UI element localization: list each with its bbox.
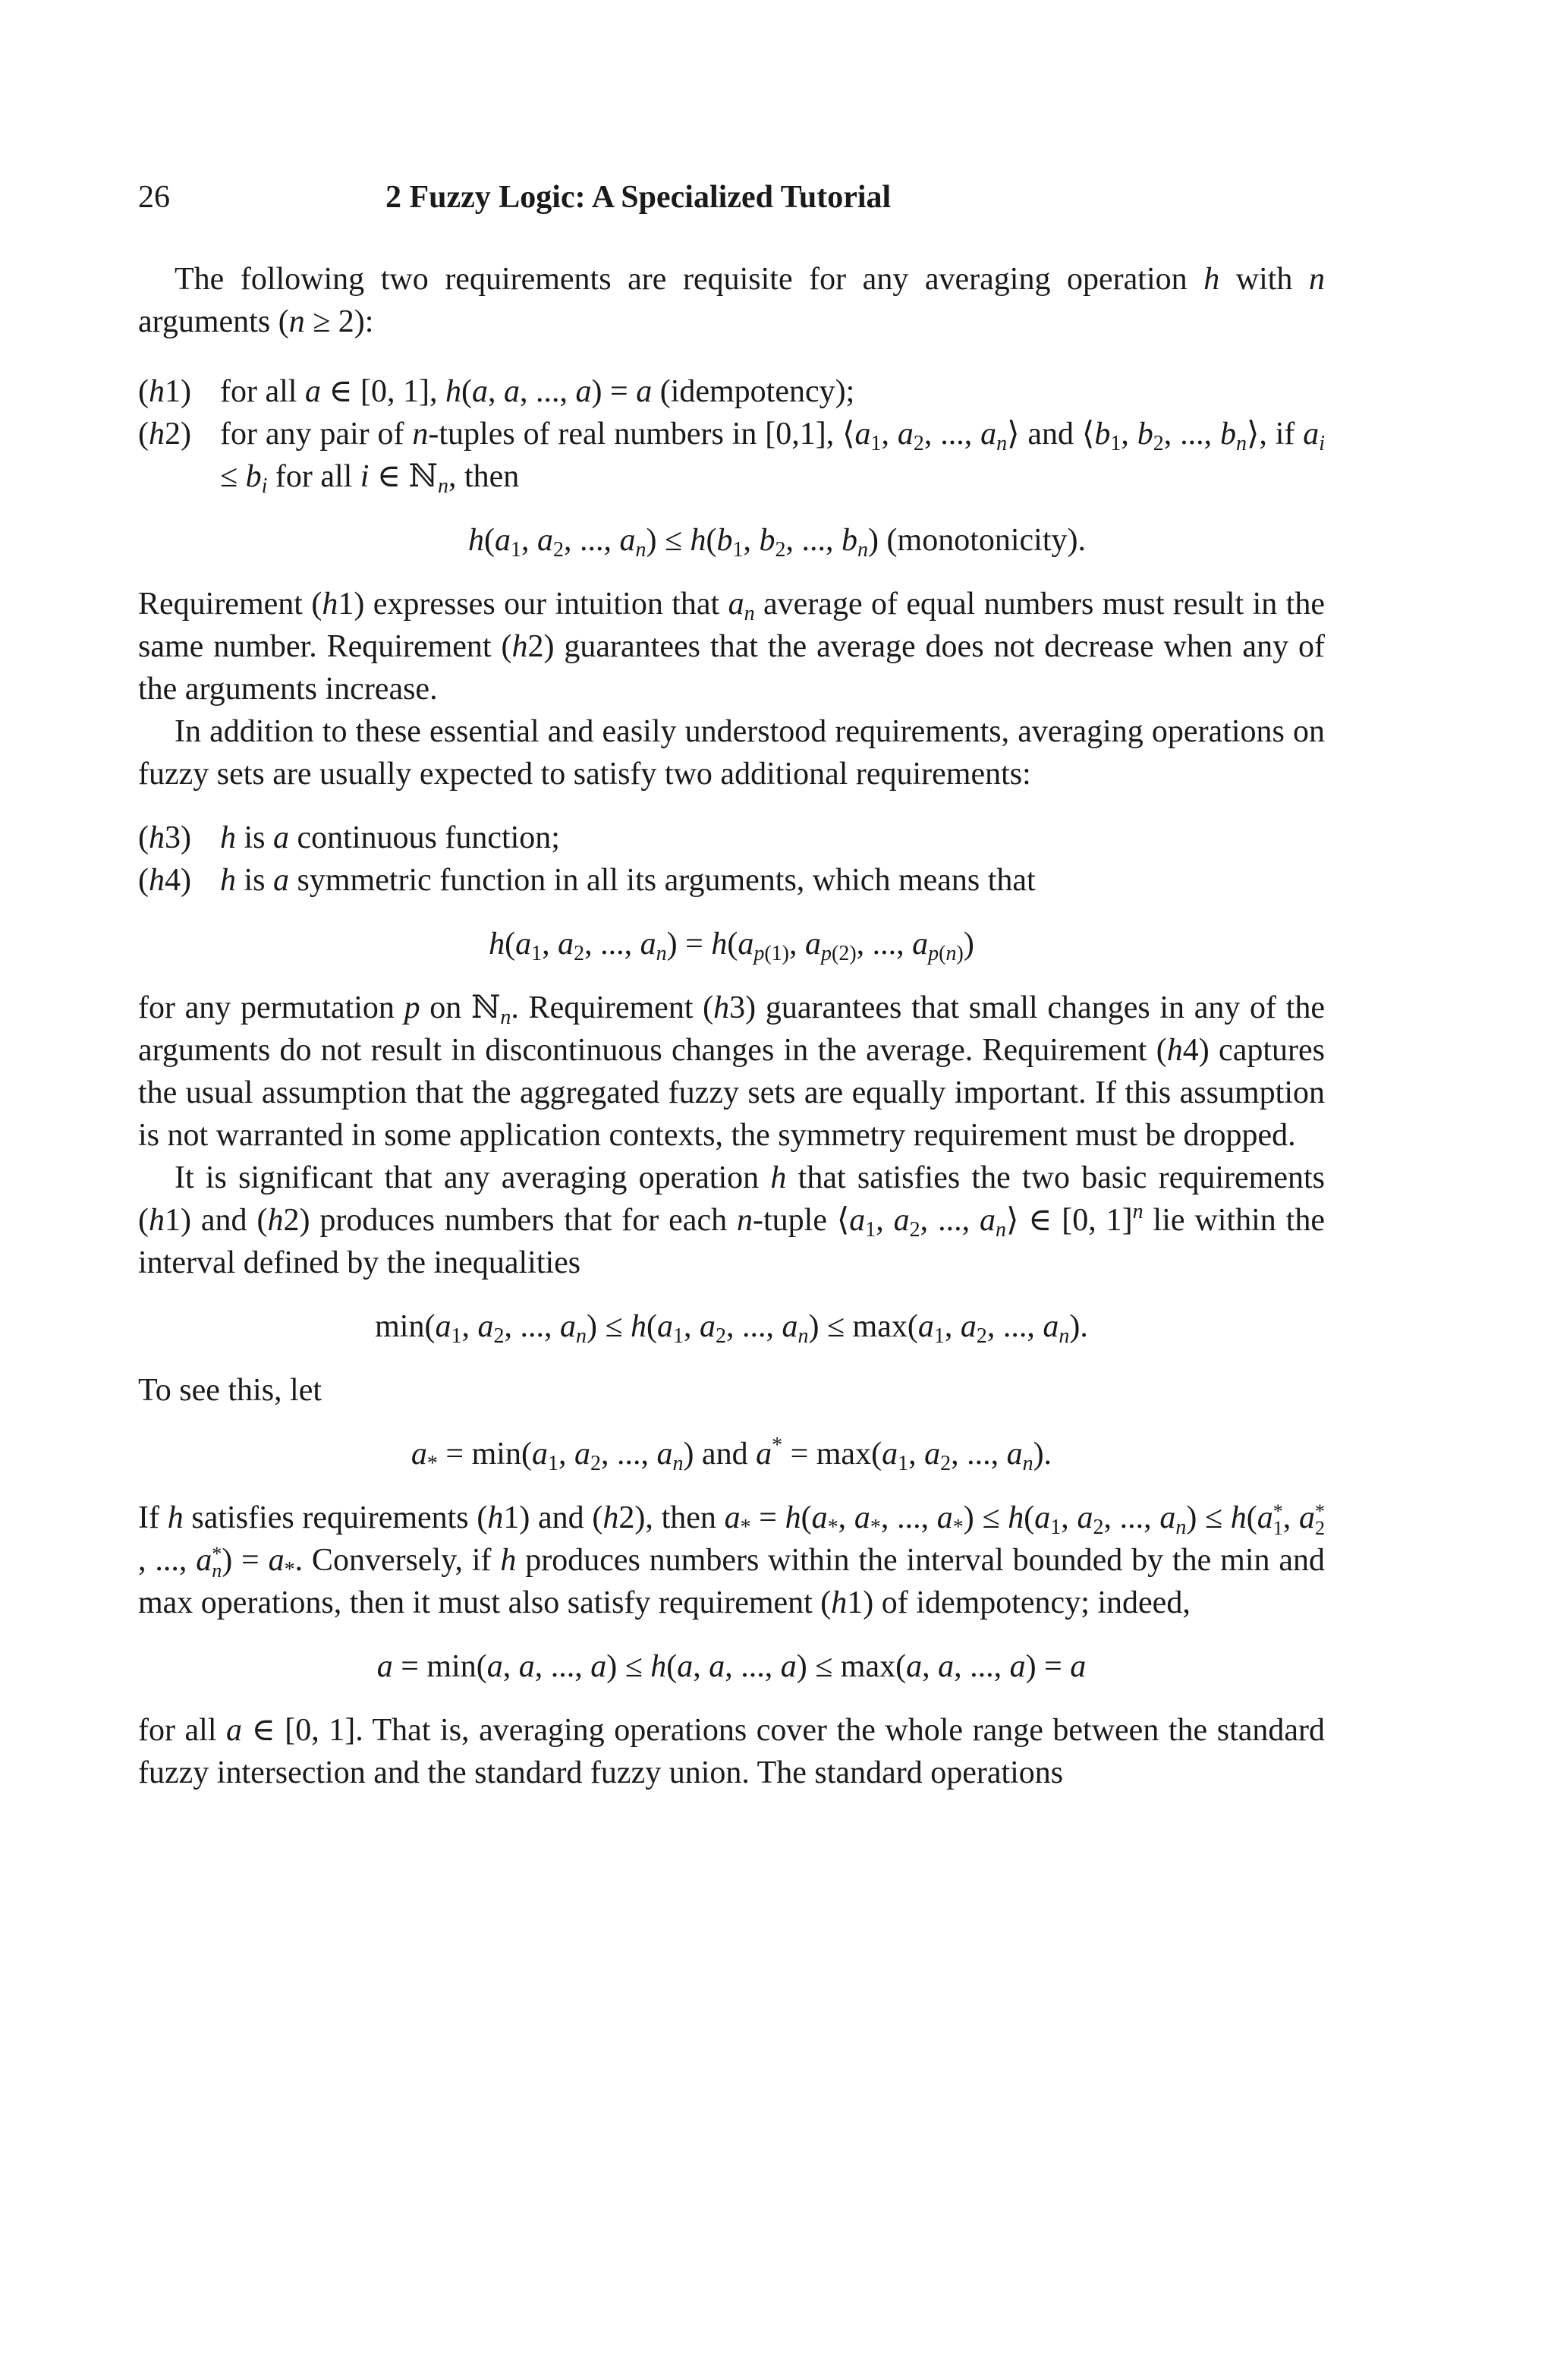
requirement-h4	[138, 859, 1325, 902]
paragraph-for-all: for all a ∈ [0, 1]. That is, averaging operations cover the whole range between the standard fuzzy intersection and the standard fuzzy union. The standard operations	[138, 1713, 1326, 1790]
requirement-label: (h1)	[138, 374, 191, 409]
paragraph-to-see: To see this, let	[138, 1373, 322, 1408]
requirement-text: h is a symmetric function in all its arguments, which means that	[220, 863, 1036, 898]
requirement-text: for any pair of n-tuples of real numbers in [0,1], $⟨a_1$, $a_2$, ..., $a_n⟩$ and $⟨b_1$, $b_2$, ..., $b_n⟩$, if $a_i \le b_i$ for all i ∈ ℕ$_n$, then	[220, 417, 1326, 498]
paragraph-in-addition: In addition to these essential and easily understood requirements, averaging operations on fuzzy sets are usually expected to satisfy two additional requirements:	[138, 714, 1325, 792]
paragraph-if-h: If h satisfies requirements (h1) and (h2), then $a_* = h(a_*$, $a_*$, ..., $a_*) \le h(a_1$, $a_2$, ..., $a_n) \le h(a$ * 1 , a * 2 , ..., a * n ) = $a_*$. Conversely, if h produces numbers within the interval bounded by the min and max operations, then it must also satisfy requirement (h1) of idempotency; indeed,	[138, 1500, 1325, 1620]
equation-monotonicity: $h(a_1$, $a_2$, ..., $a_n) \le h(b_1$, $b_2$, ..., $b_n$) (monotonicity).	[468, 523, 1086, 562]
requirement-text: for all a ∈ [0, 1], h(a, a, ..., a) = a (idempotency);	[220, 374, 855, 409]
equation-bounds: $\min(a_1$, $a_2$, ..., $a_n) \le h(a_1$, $a_2$, ..., $a_n) \le \max(a_1$, $a_2$, ..., $a_n$).	[375, 1309, 1088, 1348]
page-header	[138, 176, 1325, 219]
paragraph-significant: It is significant that any averaging operation h that satisfies the two basic requirements (h1) and (h2) produces numbers that for each n-tuple $⟨a_1$, $a_2$, ..., $a_n⟩$ ∈ [0, 1]$^n$ lie within the interval defined by the inequalities	[138, 1160, 1326, 1280]
equation-symmetry: $h(a_1$, $a_2$, ..., $a_n) = h(a_{p(1)}$, $a_{p(2)}$, ..., $a_{p(n)}$)	[489, 927, 974, 965]
running-title: 2 Fuzzy Logic: A Specialized Tutorial	[385, 180, 892, 215]
requirement-h1	[138, 370, 1325, 413]
requirement-h3	[138, 817, 1325, 859]
paragraph-after-h4: for any permutation p on ℕ$_n$. Requirement (h3) guarantees that small changes in any of the arguments do not result in discontinuous changes in the average. Requirement (h4) captures the usual assumption that the aggregated fuzzy sets are equally important. If this assumption is not warranted in some application contexts, the symmetry requirement must be dropped.	[138, 990, 1326, 1153]
paragraph-after-h2: Requirement (h1) expresses our intuition that $a_n$ average of equal numbers must result in the same number. Requirement (h2) guarantees that the average does not decrease when any of the arguments increase.	[138, 587, 1325, 707]
requirement-h2	[138, 413, 1325, 498]
requirement-label: (h2)	[138, 417, 191, 452]
page-number: 26	[138, 180, 170, 215]
requirement-label: (h3)	[138, 820, 191, 855]
paragraph-intro: The following two requirements are requisite for any averaging operation h with n arguments (n ≥ 2):	[138, 262, 1325, 339]
equation-idempotent-bounds: a = min(a, a, ..., a) ≤ h(a, a, ..., a) ≤ max(a, a, ..., a) = a	[376, 1649, 1087, 1684]
equation-define-min-max: $a_* = \min(a_1$, $a_2$, ..., $a_n$) and $a^* = \max(a_1$, $a_2$, ..., $a_n$).	[411, 1434, 1052, 1475]
requirement-label: (h4)	[138, 863, 191, 898]
requirement-text: h is a continuous function;	[220, 820, 560, 855]
page-body	[138, 258, 1325, 1794]
